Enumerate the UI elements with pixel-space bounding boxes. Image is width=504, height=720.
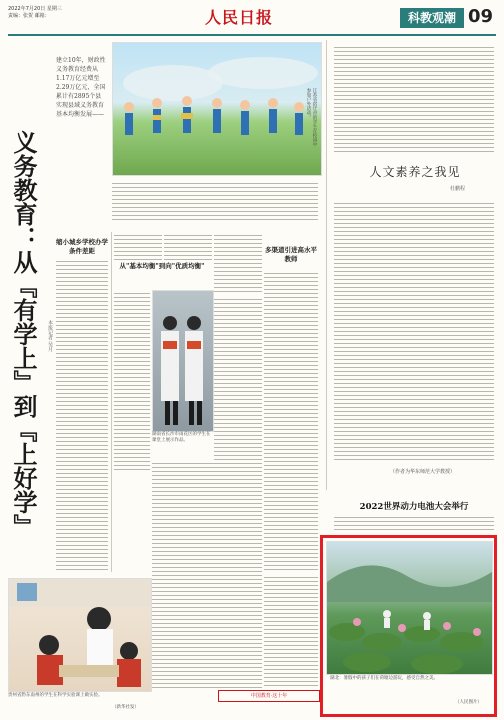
photo-classroom (8, 578, 152, 692)
battery-title: 2022世界动力电池大会举行 (359, 502, 469, 512)
section-badge: 科教观潮 (400, 8, 464, 28)
photo1-caption: 江苏省宿迁市的学生在校园中参加户外活动。 (306, 88, 317, 147)
photo-students-running (112, 42, 322, 176)
article-column-5 (264, 270, 318, 570)
photo-graduates (152, 290, 214, 432)
right-column-divider (326, 40, 327, 490)
featured-photo-illustration (327, 542, 492, 674)
article-column-4-top (214, 232, 262, 292)
photo-graduates-illustration (153, 291, 213, 431)
date-line: 2022年7月20日 星期三 (8, 6, 62, 12)
title-part-1: 义务教育：从 (9, 130, 38, 274)
photo3-credit: （新华社发） (112, 705, 139, 710)
article-author: 本报记者 吴月 (47, 320, 53, 352)
photo3-caption: 贵州省黔东南州的学生在科学实验课上做实验。 (8, 693, 103, 698)
article-column-3-top (164, 232, 212, 262)
page-header (0, 0, 504, 40)
featured-photo-caption: 湖北：暑假中的孩子们在荷塘边游玩，感受自然之美。 (330, 676, 438, 681)
article-column-6 (152, 460, 262, 688)
article-lead: 建立10年，财政性义务教育经费从1.17万亿元增至2.29万亿元，全国累计有2895个县实现县域义务教育基本均衡发展—— (56, 57, 106, 118)
editor-line: 责编：张贺 邮箱： (8, 13, 50, 19)
photo2-caption: 湖南省长沙市雨花区的学生在课堂上展示作品。 (152, 432, 211, 443)
photo-classroom-illustration (9, 579, 151, 691)
article-column-2 (114, 290, 150, 470)
right-top-text (334, 44, 494, 154)
header-rule (8, 34, 496, 36)
article-intro-text (112, 180, 318, 220)
title-part-4: 『上好学』 (9, 418, 38, 538)
article-column-4 (214, 296, 262, 476)
subhead-3: 多渠道引进高水平教师 (265, 246, 317, 263)
featured-photo-credit: （人民图片） (455, 700, 482, 705)
header-meta (8, 6, 62, 20)
photo-children-illustration (113, 43, 321, 175)
page-number: 09 (468, 6, 494, 27)
title-part-2: 『有学上』 (9, 274, 38, 394)
column-divider (111, 232, 112, 572)
culture-author: 杜鹏程 (450, 186, 466, 192)
article-column-7 (264, 574, 318, 688)
culture-signoff: （作者为华东师范大学教授） (390, 469, 456, 475)
article-column-1 (56, 258, 108, 570)
featured-photo-lotus (326, 541, 493, 675)
article-title (8, 130, 48, 630)
subhead-2: 从"基本均衡"到向"优质均衡" (119, 262, 205, 270)
newspaper-logo: 人民日报 (205, 8, 274, 27)
article-column-2-top (114, 232, 162, 262)
footer-tag: 中国教育·这十年 (218, 690, 320, 702)
title-part-3: 到 (9, 394, 38, 418)
culture-body (334, 200, 494, 460)
culture-title: 人文素养之我见 (369, 165, 461, 179)
subhead-1: 缩小城乡学校办学条件差距 (56, 238, 108, 255)
battery-body (334, 514, 494, 532)
